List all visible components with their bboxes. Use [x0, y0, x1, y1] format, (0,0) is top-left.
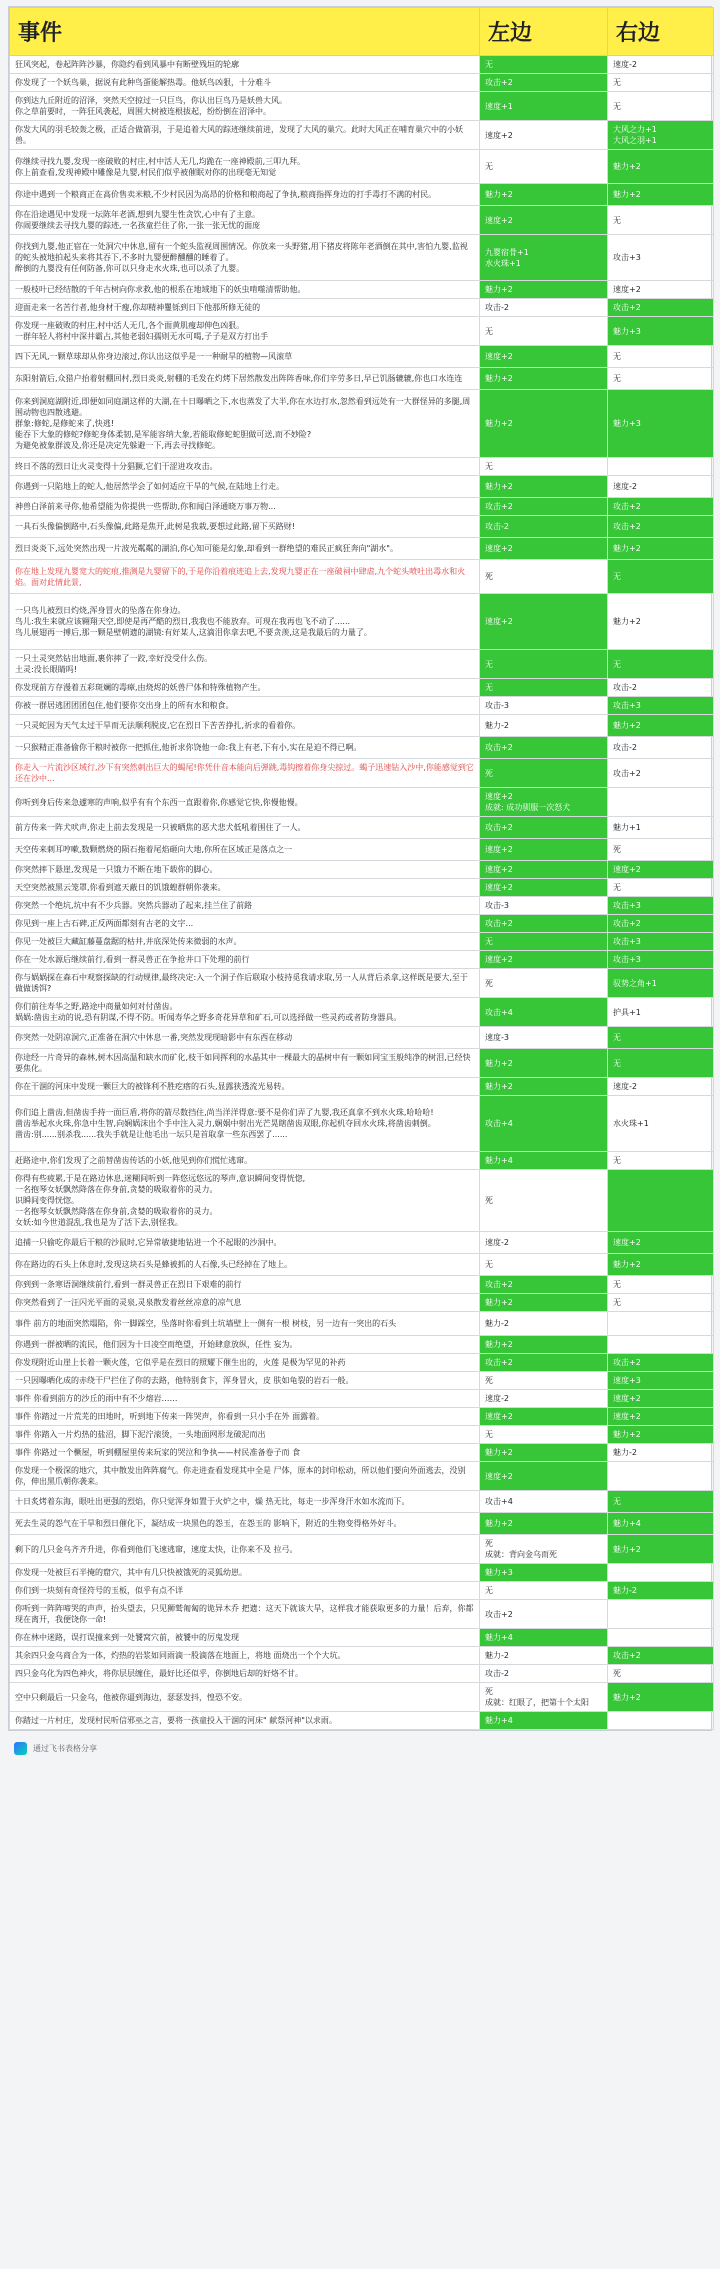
event-cell[interactable]: 你被一群居逃团团团包住,他们要你交出身上的所有水和粮食。 [10, 697, 480, 715]
left-choice-cell[interactable]: 无 [480, 317, 608, 346]
right-choice-cell[interactable]: 攻击+2 [608, 299, 714, 317]
right-choice-cell[interactable]: 速度+2 [608, 281, 714, 299]
right-choice-cell[interactable]: 攻击+3 [608, 697, 714, 715]
table-row [10, 839, 714, 861]
left-choice-cell[interactable]: 魅力+2 [480, 368, 608, 390]
table-row [10, 1629, 714, 1647]
right-choice-cell[interactable]: 速度-2 [608, 56, 714, 74]
event-cell[interactable]: 你发现一处被巨石半掩的窟穴，其中有几只快被饿死的灵狐幼崽。 [10, 1564, 480, 1582]
event-cell[interactable]: 一只土灵突然钻出地面,裹你摔了一跤,幸好没受什么伤。 土灵:没长眼睛吗! [10, 650, 480, 679]
right-choice-cell[interactable]: 无 [608, 879, 714, 897]
table-row [10, 933, 714, 951]
right-choice-cell[interactable]: 攻击+2 [608, 759, 714, 788]
table-row [10, 56, 714, 74]
right-choice-cell[interactable]: 无 [608, 1027, 714, 1049]
event-cell[interactable]: 你突然一处阴凉洞穴,正准备在洞穴中休息一番,突然发现现暗影中有东西在移动 [10, 1027, 480, 1049]
right-choice-cell[interactable]: 死 [608, 839, 714, 861]
left-choice-cell[interactable]: 攻击+2 [480, 1276, 608, 1294]
event-cell[interactable]: 你来到洞庭湖附近,即便如同庭湖这样的大湖,在十日曝晒之下,水也蒸发了大半,你在水边打水,忽然看到远处有一大群怪异的多腿,周围动物也四散逃避。 群象:修蛇,是修蛇来了,快逃! 能吞下大象的修蛇?修蛇身体柔韧,是军能容纳大象,若能取修蛇蛇胆做可送,而不妙险? 为避免被象群波及,你还是决定先躲避一下,再去寻找修蛇。 [10, 390, 480, 458]
left-choice-cell[interactable]: 魅力+4 [480, 1629, 608, 1647]
table-row [10, 206, 714, 235]
table-row [10, 1152, 714, 1170]
event-cell[interactable]: 前方传来一阵犬吠声,你走上前去发现是一只被晒焦的恶犬悲犬低吼着围住了一人。 [10, 817, 480, 839]
event-cell[interactable]: 事件 前方的地面突然塌陷，你一脚踩空，坠落时你看到土坑墙壁上一侧有一根 树枝，另一边有一突出的石头 [10, 1312, 480, 1336]
left-choice-cell[interactable]: 攻击+4 [480, 1096, 608, 1152]
left-choice-cell[interactable]: 速度-2 [480, 1232, 608, 1254]
table-row [10, 235, 714, 281]
event-table [9, 7, 714, 1730]
event-cell[interactable]: 四下无风,一颗草球却从你身边滚过,你认出这似乎是一一种耐旱的植物—风滚草 [10, 346, 480, 368]
left-choice-cell[interactable]: 攻击+2 [480, 74, 608, 92]
event-cell[interactable]: 一只灵蛇因为天气太过干旱而无法顺利脱皮,它在烈日下苦苦挣扎,祈求的看着你。 [10, 715, 480, 737]
table-row [10, 1582, 714, 1600]
right-choice-cell[interactable]: 魅力+2 [608, 715, 714, 737]
event-cell[interactable]: 你突然看到了一汪闪光平面的灵泉,灵泉散发着丝丝凉意的凉气息 [10, 1294, 480, 1312]
left-choice-cell[interactable]: 魅力-2 [480, 1647, 608, 1665]
table-row [10, 516, 714, 538]
event-cell[interactable]: 你们前往寿华之野,路途中商量如何对付凿齿。 娲娲:凿齿主动的说,恐有阴谋,不得不防。听闻寿华之野多奇花异草和矿石,可以选择做一些灵药或者防身器具。 [10, 998, 480, 1027]
event-cell[interactable]: 你发现一座破败的村庄,村中活人无几,各个面黄肌瘦却伸色凶狠。 一群年轻人将村中深井霸占,其他老弱妇孺则无水可喝,子子是双方打出手 [10, 317, 480, 346]
event-cell[interactable]: 你突然一个绝坑,坑中有不少兵器。突然兵器动了起来,挂兰住了前路 [10, 897, 480, 915]
left-choice-cell[interactable]: 速度+2 成就: 成功驯服一次怒犬 [480, 788, 608, 817]
left-choice-cell[interactable]: 无 [480, 150, 608, 184]
table-row [10, 538, 714, 560]
event-cell[interactable]: 你见一处被巨大藏缸藤蔓盘踞的枯井,井底深处传来微弱的水声。 [10, 933, 480, 951]
left-choice-cell[interactable]: 九婴宿骨+1 水火珠+1 [480, 235, 608, 281]
event-cell[interactable]: 剩下的几只金乌齐齐升进，你看到他们飞速逃窜，速度太快，让你来不及 拉弓。 [10, 1535, 480, 1564]
event-cell[interactable]: 你在地上发现九婴宽大的蛇痕,推测是九婴留下的,于是你沿着痕迹追上去,发现九婴正在一座破祠中肆虐,九个蛇头喷吐出毒水和火焰。面对此情此景, [10, 560, 480, 594]
table-row [10, 92, 714, 121]
table-row [10, 1354, 714, 1372]
right-choice-cell[interactable]: 速度+2 [608, 1390, 714, 1408]
right-choice-cell[interactable] [608, 1170, 714, 1232]
event-cell[interactable]: 你听到一阵阵啼哭的声声，抬头望去，只见狮鹫匍匐的诡异木乔 把遗：这天下就该大旱，这样我才能获取更多的力量！后弃，你都现在离开，我便饶你一命! [10, 1600, 480, 1629]
right-choice-cell[interactable]: 魅力+2 [608, 1683, 714, 1712]
event-cell[interactable]: 狂风突起，卷起阵阵沙暴，你隐约看到风暴中有断壁残垣的轮廓 [10, 56, 480, 74]
table-row [10, 715, 714, 737]
left-choice-cell[interactable]: 速度+2 [480, 594, 608, 650]
right-choice-cell[interactable]: 无 [608, 1152, 714, 1170]
left-choice-cell[interactable]: 速度+2 [480, 1462, 608, 1491]
left-choice-cell[interactable]: 攻击+4 [480, 998, 608, 1027]
left-choice-cell[interactable]: 死 成就：背向金乌而死 [480, 1535, 608, 1564]
table-row [10, 1027, 714, 1049]
right-choice-cell[interactable]: 速度+2 [608, 861, 714, 879]
right-choice-cell[interactable]: 无 [608, 92, 714, 121]
left-choice-cell[interactable]: 魅力+2 [480, 1336, 608, 1354]
event-cell[interactable]: 你到到一条寒语洞继续前行,看到一群灵兽正在烈日下艰难的前行 [10, 1276, 480, 1294]
event-cell[interactable]: 烈日炎炎下,远处突然出现一片波光粼粼的湖泊,你心知可能是幻象,却看到一群绝望的难民正疯狂奔向"湖水"。 [10, 538, 480, 560]
table-row [10, 1444, 714, 1462]
left-choice-cell[interactable]: 速度+2 [480, 206, 608, 235]
event-cell[interactable]: 一般枝叶已经结散的千年古树向你求救,他的根系在地域地下的妖虫啃噬清帮助他。 [10, 281, 480, 299]
table-row [10, 498, 714, 516]
left-choice-cell[interactable]: 魅力+2 [480, 390, 608, 458]
table-row [10, 915, 714, 933]
table-row [10, 1408, 714, 1426]
left-choice-cell[interactable]: 攻击-2 [480, 1665, 608, 1683]
right-choice-cell[interactable]: 速度+2 [608, 1408, 714, 1426]
event-cell[interactable]: 终日不落的烈日让火灵变得十分猖獗,它们干涩进攻攻击。 [10, 458, 480, 476]
table-row [10, 650, 714, 679]
table-row [10, 560, 714, 594]
right-choice-cell[interactable]: 魅力+3 [608, 390, 714, 458]
event-cell[interactable]: 你发现一个极深的地穴，其中散发出阵阵腐气。你走进查看发现其中全是 尸体，原本的封印松动，所以他们要向外面逃去，没别你，伸出黑爪朝你袭来。 [10, 1462, 480, 1491]
table-row [10, 121, 714, 150]
table-row [10, 1390, 714, 1408]
table-row [10, 594, 714, 650]
table-row [10, 1647, 714, 1665]
event-cell[interactable]: 你继续寻找九婴,发现一座破败的村庄,村中活人无几,均跪在一座神殿前,三叩九拜。 你上前查看,发现神殿中雕像是九婴,村民们似乎被催眠对你的出现毫无知觉 [10, 150, 480, 184]
right-choice-cell[interactable]: 攻击+3 [608, 951, 714, 969]
table-row [10, 1170, 714, 1232]
right-choice-cell[interactable]: 无 [608, 74, 714, 92]
event-cell[interactable]: 追捕一只偷吃你最后干粮的沙鼠时,它异常敏捷地钻进一个不起眼的沙洞中。 [10, 1232, 480, 1254]
event-cell[interactable]: 你在林中迷路，误打误撞来到一处饕窝穴前，被饕中的厉鬼发现 [10, 1629, 480, 1647]
left-choice-cell[interactable]: 速度+2 [480, 879, 608, 897]
header-right: 右边 [608, 8, 714, 56]
left-choice-cell[interactable]: 魅力+3 [480, 1564, 608, 1582]
right-choice-cell[interactable]: 速度+2 [608, 1232, 714, 1254]
left-choice-cell[interactable]: 攻击-2 [480, 516, 608, 538]
event-cell[interactable]: 你在路边的石头上休息时,发现这块石头是蜂被抓的人石像,头已经掉在了地上。 [10, 1254, 480, 1276]
left-choice-cell[interactable]: 无 [480, 1582, 608, 1600]
table-row [10, 1600, 714, 1629]
table-row [10, 281, 714, 299]
table-row [10, 1294, 714, 1312]
event-cell[interactable]: 事件 你看到前方的沙丘的雨中有不少熔岩…… [10, 1390, 480, 1408]
event-cell[interactable]: 一具石头像偏倒路中,石头像偏,此路是焦开,此树是我栽,要想过此路,留下买路财! [10, 516, 480, 538]
table-row [10, 897, 714, 915]
table-body [10, 56, 714, 1730]
right-choice-cell[interactable]: 攻击+2 [608, 498, 714, 516]
table-row [10, 1078, 714, 1096]
event-cell[interactable]: 你遇到一只陷地上的蛇人,他居然学会了如何适应干旱的气候,在陆地上行走。 [10, 476, 480, 498]
left-choice-cell[interactable]: 魅力+2 [480, 1078, 608, 1096]
left-choice-cell[interactable]: 无 [480, 56, 608, 74]
left-choice-cell[interactable]: 无 [480, 458, 608, 476]
table-row [10, 1232, 714, 1254]
right-choice-cell[interactable] [608, 1712, 714, 1730]
left-choice-cell[interactable]: 攻击+2 [480, 1354, 608, 1372]
right-choice-cell[interactable]: 魅力+2 [608, 150, 714, 184]
event-cell[interactable]: 你发现了一个妖鸟巢，据说有此种鸟蛋能解热毒。他妖鸟凶狠，十分难斗 [10, 74, 480, 92]
event-cell[interactable]: 你们到一块刻有奇怪符号的玉板，似乎有点不详 [10, 1582, 480, 1600]
table-row [10, 1535, 714, 1564]
right-choice-cell[interactable]: 驭势之角+1 [608, 969, 714, 998]
right-choice-cell[interactable]: 魅力+4 [608, 1513, 714, 1535]
event-cell[interactable]: 你突然摔下悬崖,发现是一只饿力不断在地下载你的脚心。 [10, 861, 480, 879]
left-choice-cell[interactable]: 魅力+2 [480, 476, 608, 498]
right-choice-cell[interactable]: 无 [608, 1049, 714, 1078]
left-choice-cell[interactable]: 速度+1 [480, 92, 608, 121]
event-cell[interactable]: 事件 你路过一个橛屋，听到棚屋里传来玩家的哭泣和争执——村民准备卷子而 食 [10, 1444, 480, 1462]
left-choice-cell[interactable]: 魅力+2 [480, 281, 608, 299]
event-cell[interactable]: 死去生灵的怨气在干旱和烈日催化下，凝结成一块黑色的怨玉，在怨玉的 影响下，附近的生物变得格外好斗。 [10, 1513, 480, 1535]
right-choice-cell[interactable]: 魅力+2 [608, 1254, 714, 1276]
left-choice-cell[interactable]: 攻击-3 [480, 897, 608, 915]
right-choice-cell[interactable]: 攻击+3 [608, 235, 714, 281]
right-choice-cell[interactable]: 魅力+2 [608, 1426, 714, 1444]
event-cell[interactable]: 你发现前方存漫着五彩斑斓的毒瘴,由烧烬的妖兽尸体和特殊植物产生。 [10, 679, 480, 697]
right-choice-cell[interactable] [608, 1600, 714, 1629]
left-choice-cell[interactable]: 攻击+2 [480, 498, 608, 516]
table-row [10, 1513, 714, 1535]
table-row [10, 817, 714, 839]
right-choice-cell[interactable]: 速度+3 [608, 1372, 714, 1390]
left-choice-cell[interactable]: 速度-2 [480, 1390, 608, 1408]
right-choice-cell[interactable]: 大风之力+1 大风之羽+1 [608, 121, 714, 150]
event-cell[interactable]: 天空突然被黑云笼罩,你看到遮天蔽日的饥饿蝗群朝你袭来。 [10, 879, 480, 897]
table-row [10, 1462, 714, 1491]
event-cell[interactable]: 你途经一片奇异的森林,树木因高温和缺水而矿化,枝干如同挥利的水晶其中一棵最大的晶树中有一颗如同宝玉般纯净的树泪,已经快要焦化。 [10, 1049, 480, 1078]
left-choice-cell[interactable]: 攻击-2 [480, 299, 608, 317]
right-choice-cell[interactable]: 魅力-2 [608, 1582, 714, 1600]
left-choice-cell[interactable]: 魅力+2 [480, 1049, 608, 1078]
event-cell[interactable]: 你在一处水源后继续前行,看到一群灵兽正在争抢井口下处理的前行 [10, 951, 480, 969]
event-cell[interactable]: 天空传来刺耳哼嗽,数颗燃烧的陨石拖着尾焰砸向大地,你所在区域正是落点之一 [10, 839, 480, 861]
event-cell[interactable]: 一只猴精正准备偷你干粮时被你一把抓住,他祈求你饶他一命:我上有老,下有小,实在是迫不得已啊。 [10, 737, 480, 759]
left-choice-cell[interactable]: 死 [480, 560, 608, 594]
left-choice-cell[interactable]: 无 [480, 933, 608, 951]
event-cell[interactable]: 事件 你踏入一片灼热的盐沼，脚下泥泞滚烫，一头地面网形龙破泥而出 [10, 1426, 480, 1444]
share-footer [0, 1731, 720, 1765]
table-row [10, 1276, 714, 1294]
table-row [10, 998, 714, 1027]
right-choice-cell[interactable] [608, 788, 714, 817]
left-choice-cell[interactable]: 攻击-3 [480, 697, 608, 715]
event-cell[interactable]: 你踏过一片村庄，发现村民听信邪巫之言，要将一孩童投入干涸的河床" 献祭河神"以求雨。 [10, 1712, 480, 1730]
right-choice-cell[interactable]: 魅力+2 [608, 594, 714, 650]
right-choice-cell[interactable]: 速度-2 [608, 1078, 714, 1096]
right-choice-cell[interactable]: 魅力+2 [608, 184, 714, 206]
right-choice-cell[interactable]: 魅力+2 [608, 538, 714, 560]
left-choice-cell[interactable]: 魅力+2 [480, 1513, 608, 1535]
left-choice-cell[interactable]: 速度+2 [480, 839, 608, 861]
left-choice-cell[interactable]: 死 成就：红眼了，把第十个太阳 [480, 1683, 608, 1712]
table-row [10, 368, 714, 390]
table-row [10, 184, 714, 206]
event-cell[interactable]: 你见到一座上古石碑,正反两面都刻有古老的文字... [10, 915, 480, 933]
event-cell[interactable]: 空中只剩最后一只金乌，他被你逼到海边，瑟瑟发抖，惶恐不安。 [10, 1683, 480, 1712]
left-choice-cell[interactable]: 速度+2 [480, 861, 608, 879]
right-choice-cell[interactable]: 攻击-2 [608, 737, 714, 759]
table-row [10, 1096, 714, 1152]
event-cell[interactable]: 事件 你踏过一片荒芜的田地时，听到地下传来一阵哭声，你看到一只小手在外 面露着。 [10, 1408, 480, 1426]
right-choice-cell[interactable]: 魅力+1 [608, 817, 714, 839]
right-choice-cell[interactable]: 无 [608, 1276, 714, 1294]
table-row [10, 74, 714, 92]
left-choice-cell[interactable]: 魅力+2 [480, 1444, 608, 1462]
table-row [10, 346, 714, 368]
event-cell[interactable]: 神兽白泽前来寻你,他希望能为你提供一些帮助,你和闻白泽通晓万事万物... [10, 498, 480, 516]
table-row [10, 299, 714, 317]
table-row [10, 1372, 714, 1390]
table-row [10, 1665, 714, 1683]
right-choice-cell[interactable]: 死 [608, 1665, 714, 1683]
table-row [10, 697, 714, 715]
right-choice-cell[interactable]: 攻击+2 [608, 915, 714, 933]
right-choice-cell[interactable]: 魅力+2 [608, 1535, 714, 1564]
table-row [10, 951, 714, 969]
feishu-logo-icon [14, 1742, 27, 1755]
right-choice-cell[interactable]: 无 [608, 206, 714, 235]
right-choice-cell[interactable]: 无 [608, 368, 714, 390]
table-row [10, 150, 714, 184]
event-cell[interactable]: 你得有些疲累,于是在路边休息,迷糊间听到一阵悠远悠远的琴声,意识瞬间变得恍惚, 一名抱琴女妖飘然降落在你身前,贪婪的吸取着你的灵力。 识瞬间变得恍惚。 一名抱琴女妖飘然降落在你身前,贪婪的吸取着你的灵力。 女妖:如今世道混乱,我也是为了活下去,别怪我。 [10, 1170, 480, 1232]
left-choice-cell[interactable]: 死 [480, 969, 608, 998]
table-row [10, 476, 714, 498]
event-cell[interactable]: 你走入一片流沙区域行,沙下有突然刺出巨大的蝎尾!你凭什音本能向后弹跳,毒钩擦着你身尖掠过。蝎子迅速钻入沙中,你能感觉到它还在沙中... [10, 759, 480, 788]
event-cell[interactable]: 你听到身后传来急遽寒的声响,似乎有有个东西一直跟着你,你感觉它快,你慢他慢。 [10, 788, 480, 817]
left-choice-cell[interactable]: 速度+2 [480, 346, 608, 368]
event-cell[interactable]: 你途中遇到一个粮商正在高价售卖米粮,不少村民因为高昂的价格和粮商起了争执,粮商指挥身边的打手毒打不满的村民。 [10, 184, 480, 206]
header-left: 左边 [480, 8, 608, 56]
event-cell[interactable]: 迎面走来一名苦行者,他身材干瘦,你却精神矍铄到日下他那所修无徒的 [10, 299, 480, 317]
left-choice-cell[interactable]: 速度+2 [480, 1408, 608, 1426]
right-choice-cell[interactable]: 攻击+2 [608, 1647, 714, 1665]
event-cell[interactable]: 其余四只金乌商合为一体，灼热的岩浆如同雨滴一股滴落在地面上，将地 面烧出一个个大坑。 [10, 1647, 480, 1665]
left-choice-cell[interactable]: 攻击+4 [480, 1491, 608, 1513]
table-row [10, 1312, 714, 1336]
left-choice-cell[interactable]: 无 [480, 1254, 608, 1276]
right-choice-cell[interactable]: 攻击+2 [608, 1354, 714, 1372]
footer-text: 通过飞书表格分享 [33, 1743, 97, 1753]
left-choice-cell[interactable]: 速度+2 [480, 538, 608, 560]
left-choice-cell[interactable]: 攻击+2 [480, 915, 608, 933]
table-row [10, 458, 714, 476]
event-cell[interactable]: 你找到九婴,他正宿在一处洞穴中休息,留有一个蛇头监视周围情况。你放来一头野猪,用下猪皮将陈年老酒倒在其中,害怕九婴,监视的蛇头被地拍起头来将其吞下,不多时九婴便醉醺醺的睡着了。 醉倒的九婴没有任何防备,你可以只身走水火珠,也可以杀了九婴。 [10, 235, 480, 281]
left-choice-cell[interactable]: 攻击+2 [480, 817, 608, 839]
event-cell[interactable]: 你们追上凿齿,但凿齿手持一面巨盾,将你的箭尽数挡住,尚当洋洋得意:要不是你们弄了九婴,我还真拿不到水火珠,哈哈哈! 凿齿举起水火珠,你急中生智,向娴娲沫出个手中注入灵力,娴娲中射出光芒晃瞎凿齿双眼,你起机夺回水火珠,将凿齿刺倒。 凿齿:别......别杀我......我失手就是让他毛出一坛只是首取拿一些东西罢了...... [10, 1096, 480, 1152]
event-cell[interactable]: 你到达九丘附近的沼泽，突然天空掠过一只巨鸟，你认出巨鸟乃是妖兽大风。 你之草前要时，一阵狂风袭起，周围大树被连根拔起，纷纷倒在沼泽中。 [10, 92, 480, 121]
table-row [10, 737, 714, 759]
right-choice-cell[interactable]: 无 [608, 346, 714, 368]
left-choice-cell[interactable]: 魅力+2 [480, 184, 608, 206]
table-row [10, 1683, 714, 1712]
right-choice-cell[interactable]: 护具+1 [608, 998, 714, 1027]
event-cell[interactable]: 四只金乌化为四色神火，将你层层缠住，最好比还似乎，你倒地后却的好烙不甘。 [10, 1665, 480, 1683]
right-choice-cell[interactable] [608, 1462, 714, 1491]
right-choice-cell[interactable]: 攻击+3 [608, 897, 714, 915]
left-choice-cell[interactable]: 攻击+2 [480, 737, 608, 759]
event-cell[interactable]: 你发大风的羽毛较轰之极，正适合做箭羽，于是追着大风的踪迹继续前进，发现了大风的巢穴。此时大风正在哺育巢穴中的小妖兽。 [10, 121, 480, 150]
table-row [10, 679, 714, 697]
left-choice-cell[interactable]: 无 [480, 650, 608, 679]
event-cell[interactable]: 一只因曝晒化成的赤绕干尸拦住了你的去路，他特别食卞，浑身冒火，皮 肤如龟裂的岩石一般。 [10, 1372, 480, 1390]
left-choice-cell[interactable]: 无 [480, 679, 608, 697]
left-choice-cell[interactable]: 魅力+4 [480, 1712, 608, 1730]
right-choice-cell[interactable]: 攻击+2 [608, 516, 714, 538]
table-row [10, 788, 714, 817]
table-row [10, 969, 714, 998]
left-choice-cell[interactable]: 死 [480, 1372, 608, 1390]
left-choice-cell[interactable]: 速度+2 [480, 951, 608, 969]
event-cell[interactable]: 你在沿途遇见中发现一坛陈年老酒,想到九婴生性贪饮,心中有了主意。 你闹要继续去寻找九婴的踪迹,一名孩童拦住了你,一张一张无忧的面庞 [10, 206, 480, 235]
table-row [10, 1049, 714, 1078]
right-choice-cell[interactable] [608, 458, 714, 476]
event-cell[interactable]: 十日炙烤着东海，眼吐出更强的烈焰，你只觉浑身如置于火炉之中，燥 热无比，每走一步浑身汗水如水流而下。 [10, 1491, 480, 1513]
table-row [10, 1491, 714, 1513]
left-choice-cell[interactable]: 攻击+2 [480, 1600, 608, 1629]
table-row [10, 861, 714, 879]
table-row [10, 317, 714, 346]
event-cell[interactable]: 你发现附近山崖上长着一颗火莲，它似乎是在烈日的照耀下催生出的，火莲 是极为罕见的补药 [10, 1354, 480, 1372]
table-row [10, 390, 714, 458]
table-row [10, 1426, 714, 1444]
left-choice-cell[interactable]: 无 [480, 1426, 608, 1444]
event-cell[interactable]: 赶路途中,你们发现了之前替凿齿传话的小妖,他见到你们慌忙逃窜。 [10, 1152, 480, 1170]
left-choice-cell[interactable]: 死 [480, 1170, 608, 1232]
right-choice-cell[interactable]: 攻击+3 [608, 933, 714, 951]
right-choice-cell[interactable]: 无 [608, 560, 714, 594]
left-choice-cell[interactable]: 死 [480, 759, 608, 788]
table-row [10, 1564, 714, 1582]
table-row [10, 759, 714, 788]
right-choice-cell[interactable] [608, 1629, 714, 1647]
right-choice-cell[interactable]: 速度-2 [608, 476, 714, 498]
left-choice-cell[interactable]: 速度-3 [480, 1027, 608, 1049]
header-row [10, 8, 714, 56]
left-choice-cell[interactable]: 魅力-2 [480, 1312, 608, 1336]
right-choice-cell[interactable]: 无 [608, 1491, 714, 1513]
event-cell[interactable]: 一只鸟儿被烈日灼烧,浑身冒火的坠落在你身边。 鸟儿:我生来就应该翱翔天空,即使是再严酷的烈日,我我也不能放弃。可现在我再也飞不动了...... 鸟儿展翅再一搏后,那一颗是壁朝遗的湖镜:有好某人,这滴泪你拿去吧,不要贪羡,这是我最后的力量了。 [10, 594, 480, 650]
left-choice-cell[interactable]: 魅力+4 [480, 1152, 608, 1170]
event-cell[interactable]: 东阳射箭后,众猎户抬着射棚回村,烈日炎炎,射棚的毛发在灼烤下居然散发出阵阵香味,你们辛劳多日,早已饥肠辘辘,你也口水连连 [10, 368, 480, 390]
right-choice-cell[interactable] [608, 1564, 714, 1582]
left-choice-cell[interactable]: 魅力-2 [480, 715, 608, 737]
event-cell[interactable]: 你在干涸的河床中发现一颗巨大的被锋利不胜疙瘩的石头,显露狭透流光易转。 [10, 1078, 480, 1096]
event-cell[interactable]: 你与娲娲探在森石中观察探缺的行动规律,最终决定:入一个洞子作后联取小枝持觅我请求取,另一人从背后杀拿,这样既是要大,至于做做诱饵? [10, 969, 480, 998]
right-choice-cell[interactable] [608, 1312, 714, 1336]
left-choice-cell[interactable]: 魅力+2 [480, 1294, 608, 1312]
table-row [10, 1712, 714, 1730]
right-choice-cell[interactable]: 魅力+3 [608, 317, 714, 346]
table-row [10, 1336, 714, 1354]
left-choice-cell[interactable]: 速度+2 [480, 121, 608, 150]
table-row [10, 879, 714, 897]
right-choice-cell[interactable]: 无 [608, 1294, 714, 1312]
right-choice-cell[interactable]: 水火珠+1 [608, 1096, 714, 1152]
spreadsheet [8, 6, 712, 1731]
event-cell[interactable]: 你遇到一群被晒的流民，他们因为十日凌空而绝望，开始肆意放纵，任性 妄为。 [10, 1336, 480, 1354]
header-event: 事件 [10, 8, 480, 56]
right-choice-cell[interactable] [608, 1336, 714, 1354]
right-choice-cell[interactable]: 无 [608, 650, 714, 679]
right-choice-cell[interactable]: 魅力-2 [608, 1444, 714, 1462]
table-row [10, 1254, 714, 1276]
right-choice-cell[interactable]: 攻击-2 [608, 679, 714, 697]
